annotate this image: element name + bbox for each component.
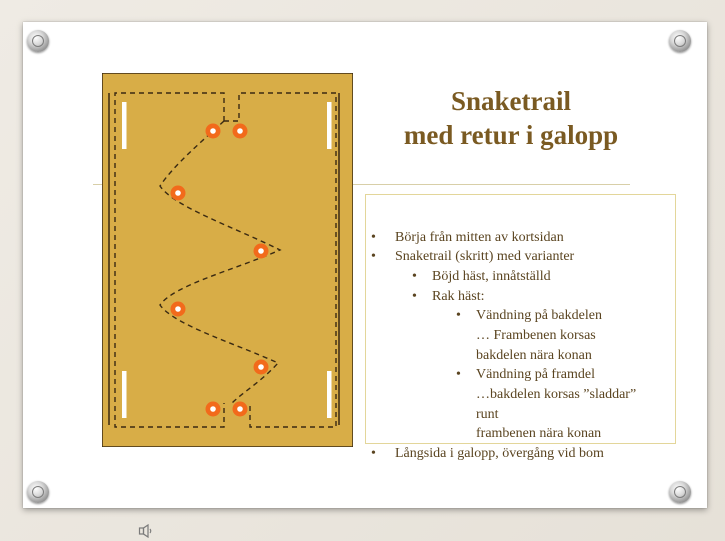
bullet-item: Snaketrail (skritt) med varianter: [395, 249, 575, 264]
rivet-icon: [27, 30, 49, 52]
bullet-marker: •: [456, 367, 461, 382]
bullet-item: Böjd häst, innåtställd: [432, 269, 551, 284]
bullet-item: Börja från mitten av kortsidan: [395, 230, 564, 245]
bullet-marker: •: [456, 308, 461, 323]
rivet-icon: [27, 481, 49, 503]
bullet-item: …bakdelen korsas ”sladdar”: [476, 387, 637, 402]
bullet-marker: •: [371, 249, 376, 264]
bullet-marker: •: [412, 289, 417, 304]
speaker-icon[interactable]: [138, 524, 154, 538]
arena-diagram: [102, 73, 353, 447]
title-line-2: med retur i galopp: [403, 120, 619, 150]
title-line-1: Snaketrail: [450, 86, 571, 116]
rivet-icon: [669, 30, 691, 52]
bullet-marker: •: [371, 230, 376, 245]
pole: [122, 371, 127, 418]
bullet-item: … Frambenen korsas: [476, 328, 596, 343]
rivet-icon: [669, 481, 691, 503]
bullet-item: Vändning på bakdelen: [476, 308, 602, 323]
bullet-item: frambenen nära konan: [476, 426, 602, 441]
bullet-item: Långsida i galopp, övergång vid bom: [395, 446, 604, 461]
pole: [327, 371, 332, 418]
pole: [122, 102, 127, 149]
bullet-item: runt: [476, 407, 499, 422]
arena-ground: [102, 73, 353, 447]
bullet-marker: •: [371, 446, 376, 461]
slide: [23, 22, 707, 508]
bullet-marker: •: [412, 269, 417, 284]
bullet-item: bakdelen nära konan: [476, 348, 592, 363]
bullet-item: Rak häst:: [432, 289, 485, 304]
pole: [327, 102, 332, 149]
bullet-item: Vändning på framdel: [476, 367, 595, 382]
bullet-list: [365, 194, 676, 461]
slide-title: [361, 84, 661, 152]
